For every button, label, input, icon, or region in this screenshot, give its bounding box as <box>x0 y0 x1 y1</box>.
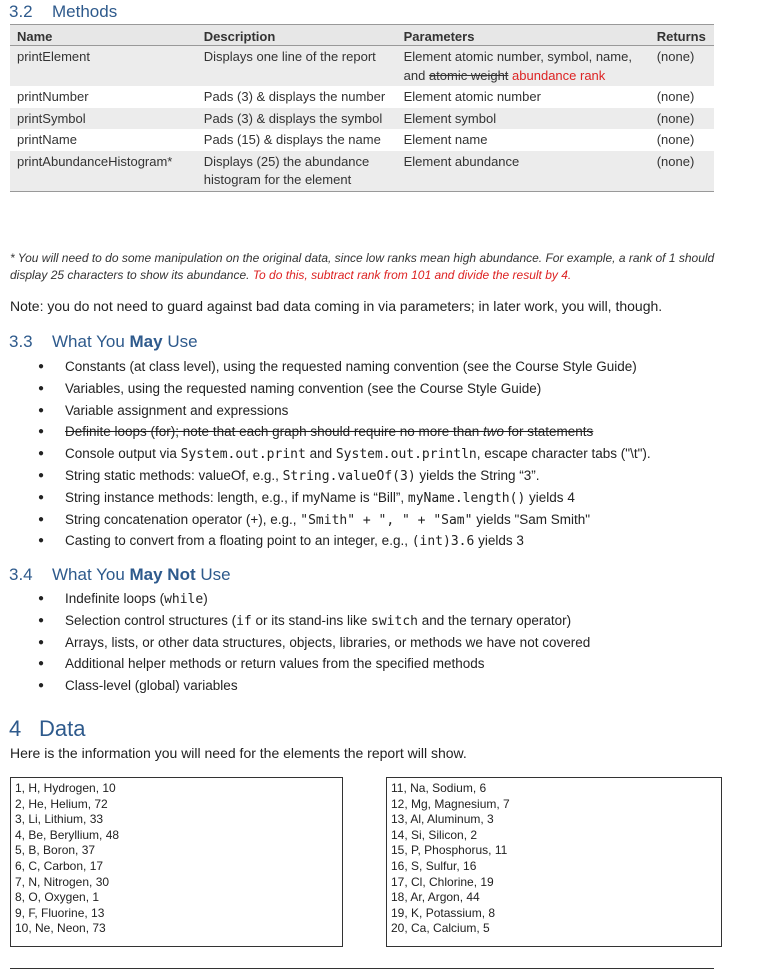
header-parameters: Parameters <box>397 25 650 46</box>
may-use-list <box>38 356 651 552</box>
data-intro: Here is the information you will need for the elements the report will show. <box>10 745 467 761</box>
data-box-left <box>10 777 343 947</box>
params-added-text: abundance rank <box>512 67 606 83</box>
item-text: yields 3 <box>474 533 524 549</box>
table-header-row <box>10 25 714 46</box>
method-returns: (none) <box>650 151 714 192</box>
code-text: "Smith" + ", " + "Sam" <box>300 512 473 528</box>
methods-table <box>10 24 714 192</box>
may-not-use-list <box>38 588 590 697</box>
item-text: ) <box>203 591 208 606</box>
item-text: String concatenation operator (+), e.g., <box>65 511 301 527</box>
code-text: System.out.println <box>335 447 477 463</box>
may-use-heading <box>9 332 198 352</box>
data-heading-number: 4 <box>9 716 22 741</box>
params-struck-text: atomic weight <box>428 67 509 83</box>
list-item: ● Variable assignment and expressions <box>38 400 651 422</box>
method-name: printElement <box>10 46 197 87</box>
list-item <box>38 487 651 509</box>
list-item <box>38 509 651 531</box>
method-name: printAbundanceHistogram* <box>10 151 197 192</box>
data-heading <box>9 716 85 742</box>
data-line: 14, Si, Silicon, 2 <box>391 827 478 842</box>
data-line: 5, B, Boron, 37 <box>15 843 96 858</box>
method-returns: (none) <box>656 89 695 104</box>
list-item: ● Additional helper methods or return values from the specified methods <box>38 653 590 675</box>
data-line: 7, N, Nitrogen, 30 <box>15 874 110 889</box>
method-description: Pads (3) & displays the number <box>203 89 386 104</box>
item-text: String static methods: valueOf, e.g., <box>65 467 283 483</box>
data-line: 12, Mg, Magnesium, 7 <box>391 796 510 811</box>
method-name: printSymbol <box>10 108 197 130</box>
method-description: Pads (3) & displays the symbol <box>197 108 397 130</box>
method-returns: (none) <box>650 46 714 87</box>
may-not-use-title-prefix: What You <box>52 565 130 584</box>
list-item <box>38 588 590 610</box>
list-item-struck <box>38 421 651 443</box>
data-box-right <box>386 777 722 947</box>
params-text: Element atomic number, symbol, name, and <box>403 49 632 83</box>
header-name: Name <box>10 25 197 46</box>
may-use-heading-number: 3.3 <box>9 332 33 351</box>
method-name: printNumber <box>17 89 89 104</box>
item-text: Indefinite loops ( <box>65 591 165 606</box>
method-parameters: Element atomic number <box>403 89 541 104</box>
methods-heading-title: Methods <box>52 2 118 21</box>
may-not-use-title-bold: May Not <box>129 565 196 584</box>
data-line: 19, K, Potassium, 8 <box>391 905 496 920</box>
footnote-red-text: To do this, subtract rank from 101 and divide the result by 4. <box>252 267 572 282</box>
data-line: 16, S, Sulfur, 16 <box>391 858 477 873</box>
header-description: Description <box>197 25 397 46</box>
list-item <box>38 610 590 632</box>
data-line: 1, H, Hydrogen, 10 <box>15 781 116 795</box>
item-text: String instance methods: length, e.g., if myName is “Bill”, <box>65 489 408 505</box>
data-line: 18, Ar, Argon, 44 <box>391 890 480 905</box>
code-text: System.out.print <box>180 447 306 463</box>
code-text: myName.length() <box>407 490 526 506</box>
method-description: Displays one line of the report <box>197 46 397 87</box>
item-text: and <box>305 446 336 462</box>
method-parameters <box>397 46 650 87</box>
table-row <box>10 86 714 108</box>
data-line: 9, F, Fluorine, 13 <box>15 905 105 920</box>
may-use-title-suffix: Use <box>162 332 198 351</box>
list-item <box>38 530 651 552</box>
item-text: yields 4 <box>525 489 575 505</box>
code-text: while <box>164 592 204 607</box>
code-text: (int)3.6 <box>411 534 475 550</box>
methods-heading-number: 3.2 <box>9 2 33 21</box>
header-returns: Returns <box>650 25 714 46</box>
data-line: 20, Ca, Calcium, 5 <box>391 921 490 936</box>
data-heading-title: Data <box>39 716 86 741</box>
item-text: Casting to convert from a floating point to an integer, e.g., <box>65 533 412 549</box>
table-row <box>10 151 714 192</box>
method-returns: (none) <box>650 108 714 130</box>
list-item: ● Variables, using the requested naming convention (see the Course Style Guide) <box>38 378 651 400</box>
struck-text: Definite loops (for); note that each graph should require no more than <box>65 424 483 440</box>
method-parameters: Element name <box>403 132 488 147</box>
method-parameters: Element abundance <box>397 151 650 192</box>
table-row <box>10 108 714 130</box>
data-line: 15, P, Phosphorus, 11 <box>391 843 508 858</box>
data-line: 2, He, Helium, 72 <box>15 796 108 811</box>
list-item: ● Constants (at class level), using the requested naming convention (see the Course Style Guide) <box>38 356 651 378</box>
may-not-use-heading-number: 3.4 <box>9 565 33 584</box>
list-item: ● Class-level (global) variables <box>38 675 590 697</box>
method-name: printName <box>17 132 77 147</box>
table-row <box>10 129 714 151</box>
code-text: switch <box>371 613 418 629</box>
data-line: 10, Ne, Neon, 73 <box>15 921 106 936</box>
list-item <box>38 443 651 465</box>
may-use-title-bold: May <box>129 332 163 351</box>
data-line: 6, C, Carbon, 17 <box>15 858 104 873</box>
data-line: 17, Cl, Chlorine, 19 <box>391 874 494 889</box>
list-item: ● Arrays, lists, or other data structures, objects, libraries, or methods we have not covered <box>38 632 590 654</box>
item-text: yields the String “3”. <box>415 467 540 483</box>
code-text: if <box>236 613 252 629</box>
methods-footnote <box>10 250 722 283</box>
item-text: Selection control structures ( <box>65 612 237 628</box>
table-row <box>10 46 714 87</box>
method-description: Pads (15) & displays the name <box>203 132 381 147</box>
may-not-use-title-suffix: Use <box>195 565 231 584</box>
data-line: 13, Al, Aluminum, 3 <box>391 812 494 827</box>
may-not-use-heading <box>9 565 231 585</box>
data-line: 11, Na, Sodium, 6 <box>391 781 487 795</box>
struck-end-text: for statements <box>504 424 594 440</box>
data-line: 8, O, Oxygen, 1 <box>15 890 100 905</box>
data-line: 3, Li, Lithium, 33 <box>15 812 104 827</box>
item-text: Console output via <box>65 446 181 462</box>
list-item <box>38 465 651 487</box>
method-returns: (none) <box>656 132 695 147</box>
footnote-text: * You will need to do some manipulation on the original data, since low ranks mean high abundance. For example, a rank of 1 should display 25 characters to show its abundance. <box>10 251 715 282</box>
page-divider <box>10 968 714 969</box>
item-text: and the ternary operator) <box>418 612 572 628</box>
data-line: 4, Be, Beryllium, 48 <box>15 827 120 842</box>
note-paragraph: Note: you do not need to guard against bad data coming in via parameters; in later work, you will, though. <box>10 298 663 314</box>
method-parameters: Element symbol <box>397 108 650 130</box>
method-description: Displays (25) the abundance histogram for the element <box>197 151 397 192</box>
item-text: yields "Sam Smith" <box>472 511 591 527</box>
struck-italic-text: two <box>483 424 505 440</box>
may-use-title-prefix: What You <box>52 332 130 351</box>
code-text: String.valueOf(3) <box>282 468 416 484</box>
item-text: or its stand-ins like <box>251 612 372 628</box>
methods-heading <box>9 2 117 22</box>
item-text: , escape character tabs ("\t"). <box>476 446 651 462</box>
